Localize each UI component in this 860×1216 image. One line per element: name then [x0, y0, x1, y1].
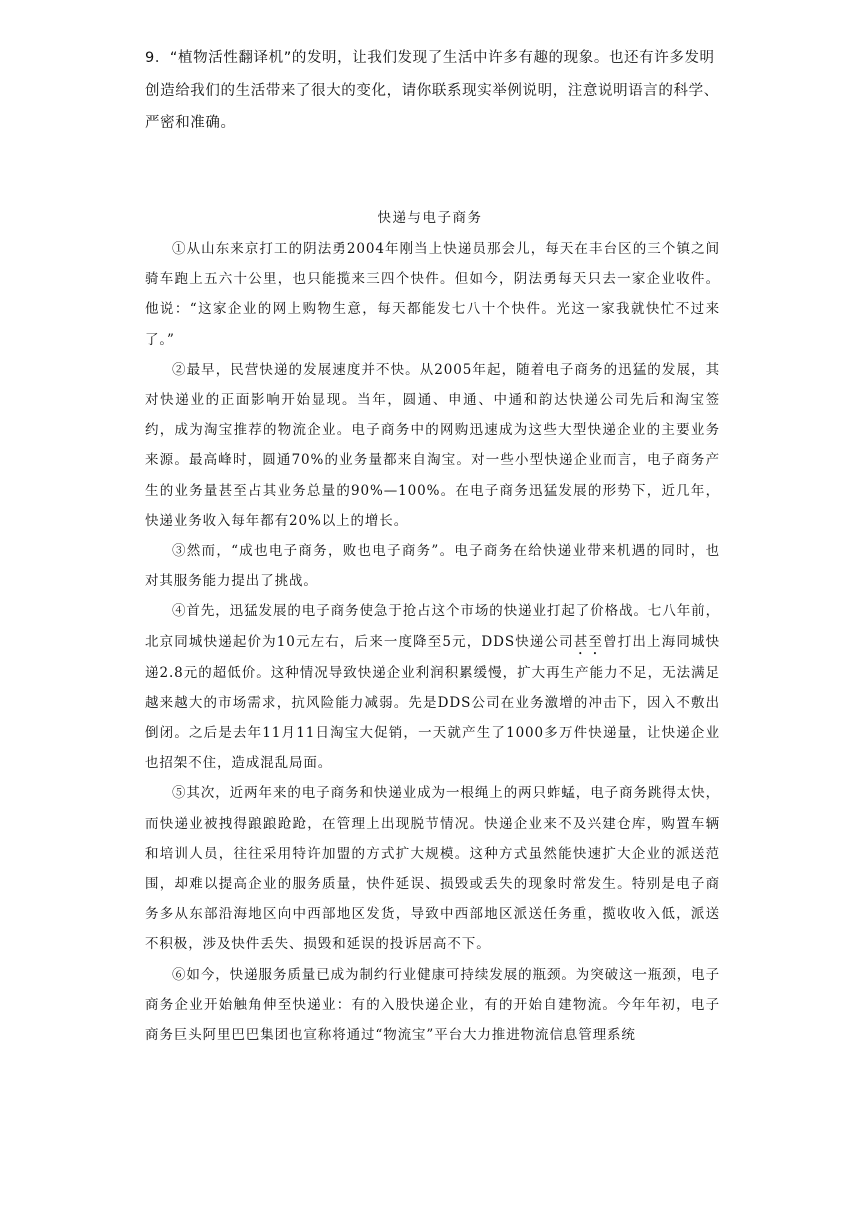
- question-9: 9．“植物活性翻译机”的发明，让我们发现了生活中许多有趣的现象。也还有许多发明创造给我们的生活带来了很大的变化，请你联系现实举例说明，注意说明语言的科学、严密和准确。: [145, 50, 719, 131]
- paragraph-3: ③然而，“成也电子商务，败也电子商务”。电子商务在给快递业带来机遇的同时，也对其服务能力提出了挑战。: [145, 543, 720, 590]
- paragraph-4-text-before: ④首先，迅猛发展的电子商务使急于抢占这个市场的快递业打起了价格战。七八年前，北京同城快递起价为10元左右，后来一度降至5元，DDS快递公司: [145, 603, 720, 650]
- paragraph-2: ②最早，民营快递的发展速度并不快。从2005年起，随着电子商务的迅猛的发展，其对快递业的正面影响开始显现。当年，圆通、申通、中通和韵达快递公司先后和淘宝签约，成为淘宝推荐的物流企业。电子商务中的网购迅速成为这些大型快递企业的主要业务来源。最高峰时，圆通70%的业务量都来自淘宝。对一些小型快递企业而言，电子商务产生的业务量甚至占其业务总量的90%—100%。在电子商务迅猛发展的形势下，近几年，快递业务收入每年都有20%以上的增长。: [145, 361, 720, 529]
- paragraph-1: ①从山东来京打工的阴法勇2004年刚当上快递员那会儿，每天在丰台区的三个镇之间骑车跑上五六十公里，也只能揽来三四个快件。但如今，阴法勇每天只去一家企业收件。他说：“这家企业的网上购物生意，每天都能发七八十个快件。光这一家我就快忙不过来了。”: [145, 241, 720, 348]
- paragraph-4-text-after: 曾打出上海同城快递2.8元的超低价。这种情况导致快递企业利润积累缓慢，扩大再生产能力不足，无法满足越来越大的市场需求，抗风险能力减弱。先是DDS公司在业务激增的冲击下，因入不敷出倒闭。之后是去年11月11日淘宝大促销，一天就产生了1000多万件快递量，让快递企业也招架不住，造成混乱局面。: [145, 633, 721, 772]
- article-body: [145, 234, 720, 1050]
- emphasized-word: 甚至: [573, 633, 604, 650]
- paragraph-6: ⑥如今，快递服务质量已成为制约行业健康可持续发展的瓶颈。为突破这一瓶颈，电子商务企业开始触角伸至快递业：有的入股快递企业，有的开始自建物流。今年年初，电子商务巨头阿里巴巴集团也宣称将通过“物流宝”平台大力推进物流信息管理系统: [145, 966, 720, 1044]
- paragraph-4: [145, 596, 720, 778]
- paragraph-5: ⑤其次，近两年来的电子商务和快递业成为一根绳上的两只蚱蜢，电子商务跳得太快，而快递业被拽得踉踉跄跄，在管理上出现脱节情况。快递企业来不及兴建仓库，购置车辆和培训人员，往往采用特许加盟的方式扩大规模。这种方式虽然能快速扩大企业的派送范围，却难以提高企业的服务质量，快件延误、损毁或丢失的现象时常发生。特别是电子商务多从东部沿海地区向中西部地区发货，导致中西部地区派送任务重，揽收收入低，派送不积极，涉及快件丢失、损毁和延误的投诉居高不下。: [145, 785, 720, 953]
- article-title: 快递与电子商务: [377, 210, 483, 226]
